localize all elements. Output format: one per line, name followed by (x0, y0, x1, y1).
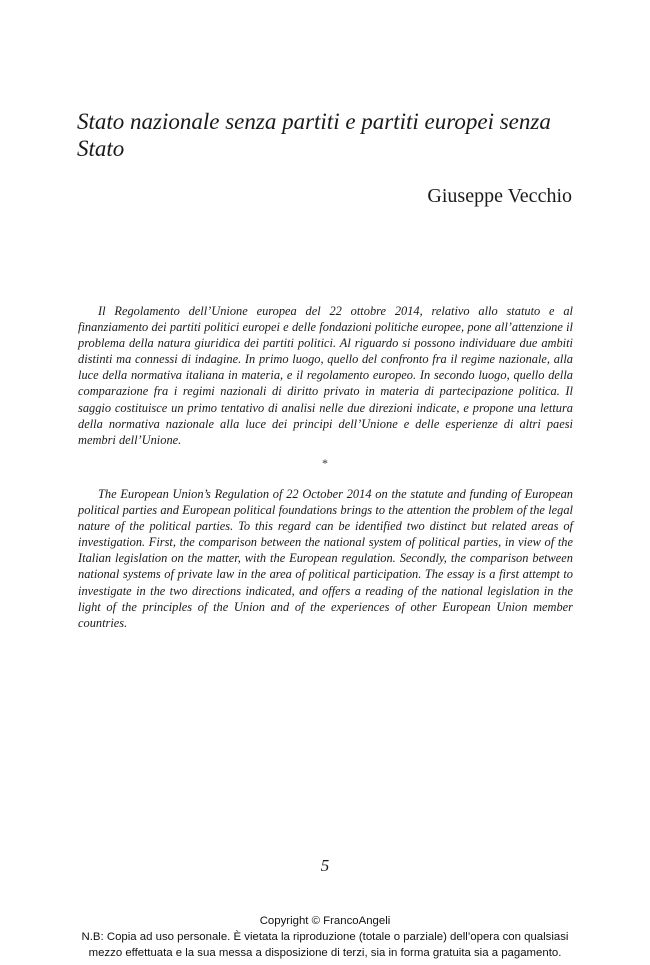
page-number: 5 (320, 856, 330, 875)
section-separator: * (322, 456, 328, 470)
article-title: Stato nazionale senza partiti e partiti europei senza Stato (77, 109, 551, 161)
notice-line-1: N.B: Copia ad uso personale. È vietata la riproduzione (totale o parziale) dell’opera con qualsiasi (81, 931, 569, 943)
notice-line-2: mezzo effettuata e la sua messa a disposizione di terzi, sia in forma gratuita sia a pagamento. (88, 947, 562, 959)
abstract-italian: Il Regolamento dell’Unione europea del 22 ottobre 2014, relativo allo statuto e al finanziamento dei partiti politici europei e delle fondazioni politiche europee, pone all’attenzione il problema della natura giuridica dei partiti politici. Al riguardo si possono individuare due ambiti distinti ma connessi di indagine. In primo luogo, quello del confronto fra il regime nazionale, alla luce della normativa italiana in materia, e il regolamento europeo. In secondo luogo, quello della comparazione fra i regimi nazionali di diritto privato in materia di partecipazione politica. Il saggio costituisce un primo tentativo di analisi nelle due direzioni indicate, e propone una lettura della normativa nazionale alla luce dei principi dell’Unione e delle esperienze di altri paesi membri dell’Unione. (78, 304, 573, 447)
copyright-line: Copyright © FrancoAngeli (259, 915, 391, 927)
copyright-footer (0, 913, 650, 961)
author-name: Giuseppe Vecchio (427, 185, 572, 207)
abstract-english: The European Union’s Regulation of 22 October 2014 on the statute and funding of European political parties and European political foundations brings to the attention the problem of the legal nature of the political parties. To this regard can be identified two distinct but related areas of investigation. First, the comparison between the national system of political parties, in view of the Italian legislation on the matter, with the European regulation. Secondly, the comparison between national systems of private law in the area of political participation. The essay is a first attempt to investigate in the two directions indicated, and offers a reading of the national legislation in the light of the principles of the Union and of the experiences of other European Union member countries. (78, 487, 573, 630)
